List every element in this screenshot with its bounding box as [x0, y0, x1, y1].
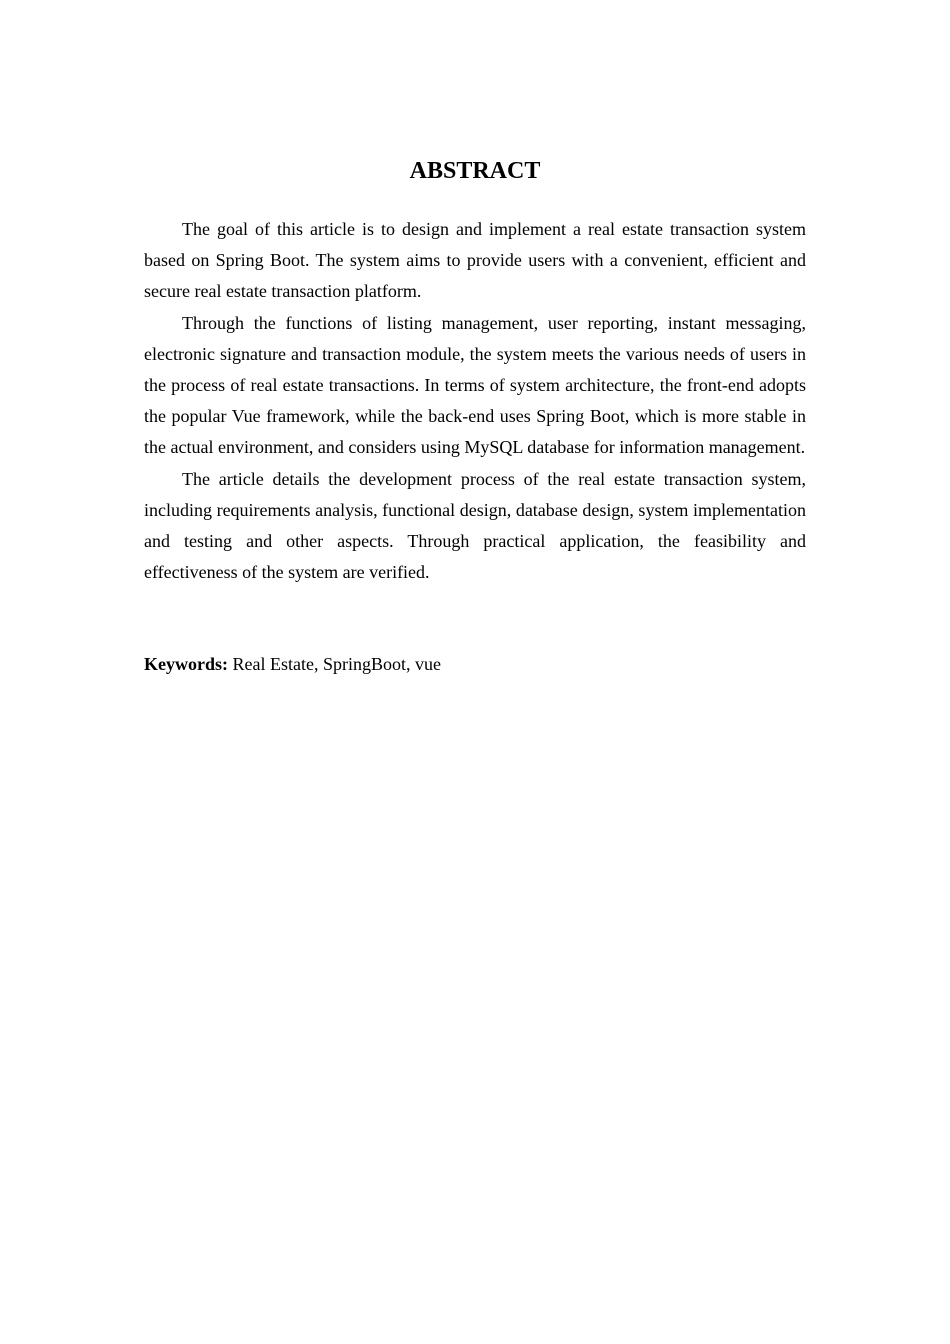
- keywords-line: [144, 649, 806, 680]
- abstract-paragraph-3: The article details the development process of the real estate transaction system, including requirements analysis, functional design, database design, system implementation and testing and other aspects. Through practical application, the feasibility and effectiveness of the system are verified.: [144, 468, 806, 583]
- abstract-paragraph-2: Through the functions of listing management, user reporting, instant messaging, electronic signature and transaction module, the system meets the various needs of users in the process of real estate transactions. In terms of system architecture, the front-end adopts the popular Vue framework, while the back-end uses Spring Boot, which is more stable in the actual environment, and considers using MySQL database for information management.: [144, 312, 806, 458]
- abstract-body: [144, 214, 806, 588]
- keywords-value: Real Estate, SpringBoot, vue: [232, 654, 441, 674]
- abstract-title: ABSTRACT: [409, 158, 541, 184]
- keywords-label: Keywords:: [144, 654, 228, 674]
- abstract-paragraph-1: The goal of this article is to design and implement a real estate transaction system based on Spring Boot. The system aims to provide users with a convenient, efficient and secure real estate transaction platform.: [144, 219, 806, 302]
